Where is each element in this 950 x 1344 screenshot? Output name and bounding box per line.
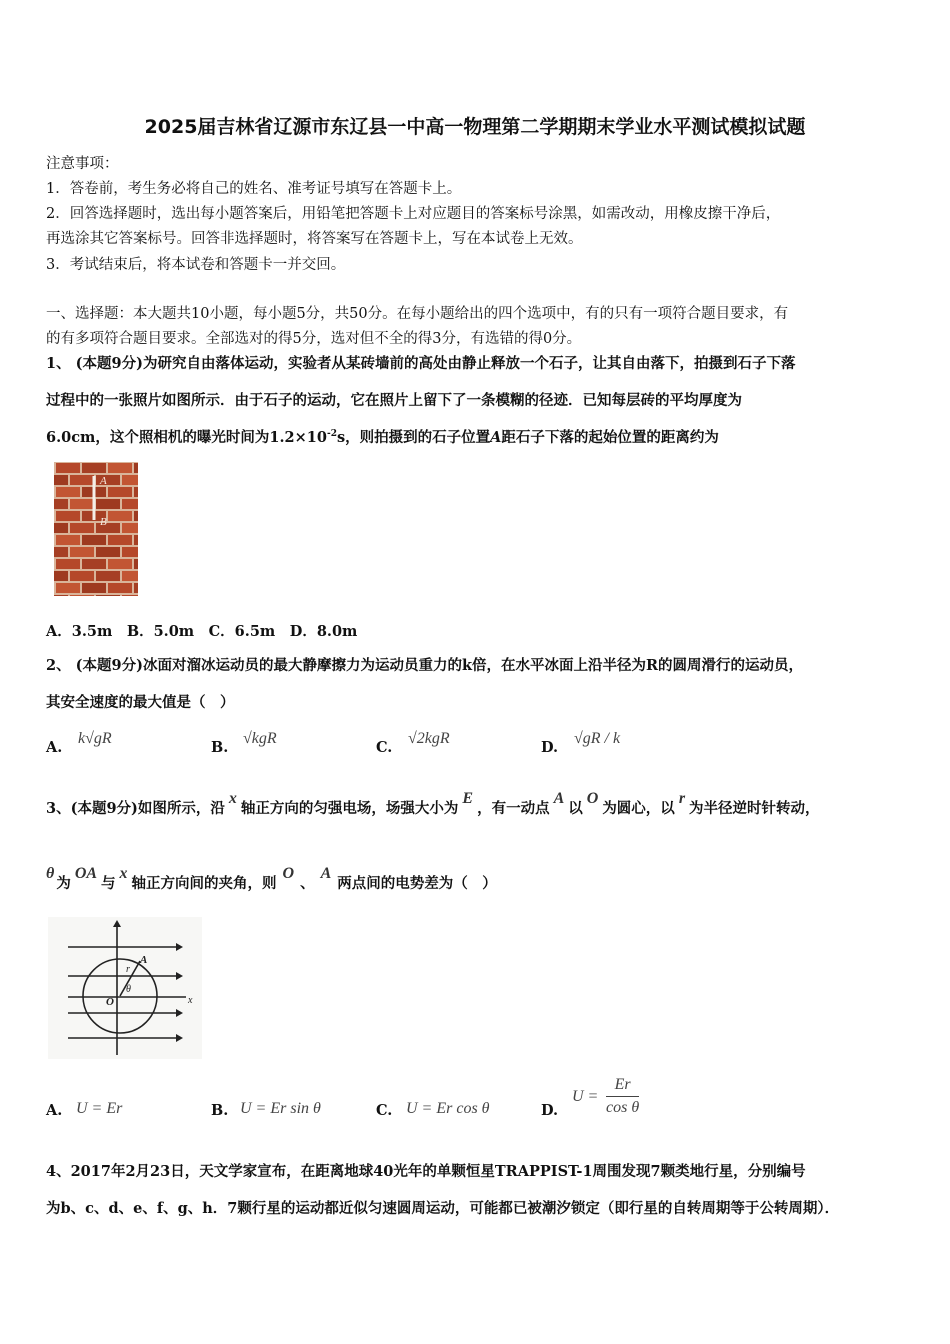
brick [70, 499, 94, 509]
brick [108, 487, 132, 497]
brick [122, 523, 138, 533]
q3-option-a-label: A. [46, 1102, 63, 1119]
stone-position-a-label: A [100, 475, 107, 487]
q2-option-a-label: A. [46, 739, 63, 756]
figure-label-r: r [126, 964, 130, 975]
q3-option-d-fraction: $\frac{Er}{\text{cos θ}}$ [606, 1076, 640, 1116]
brick [82, 463, 106, 473]
notice-heading: 注意事项： [46, 156, 119, 172]
brick [122, 571, 138, 581]
brick [108, 583, 132, 593]
q3-option-a: U = Er [76, 1100, 123, 1117]
brick [134, 535, 138, 545]
q4-line2: 为b、c、d、e、f、g、h．7颗行星的运动都近似匀速圆周运动，可能都已被潮汐锁定（即行星的自转周期等于公转周期）． [46, 1200, 840, 1217]
brick [134, 487, 138, 497]
brick [70, 475, 94, 485]
q3-option-c-label: C. [376, 1102, 393, 1119]
brick [56, 583, 80, 593]
q3-line1: 3、(本题9分)如图所示，沿x轴正方向的匀强电场，场强大小为E，有一动点A以O为圆心，以r为半径逆时针转动， [46, 790, 820, 817]
brick [96, 499, 120, 509]
q2-option-b: √kgR [243, 730, 277, 747]
brick [70, 523, 94, 533]
notice-item-3: 3．考试结束后，将本试卷和答题卡一并交回。 [46, 257, 346, 273]
q1-line3: 6.0cm，这个照相机的曝光时间为$1.2\times 10^{-2}s$，则拍摄到的石子位置A距石子下落的起始位置的距离约为 [46, 429, 719, 446]
brick [70, 595, 94, 596]
stone-position-b-label: B [100, 516, 107, 528]
brick [70, 571, 94, 581]
q3-option-c: U = Er cos θ [406, 1100, 490, 1117]
brick [56, 511, 80, 521]
brick [54, 499, 68, 509]
q3-option-b: U = Er sin θ [240, 1100, 321, 1117]
figure-label-o: O [106, 996, 114, 1008]
brick [54, 475, 68, 485]
brick [56, 463, 80, 473]
q2-option-d-label: D. [541, 739, 559, 756]
q1-line1: 1、 (本题9分)为研究自由落体运动，实验者从某砖墙前的高处由静止释放一个石子，让其自由落下，拍摄到石子下落 [46, 355, 796, 372]
brick [108, 535, 132, 545]
notice-item-2a: 2．回答选择题时，选出每小题答案后，用铅笔把答题卡上对应题目的答案标号涂黑，如需改动，用橡皮擦干净后， [46, 206, 781, 222]
brick [56, 487, 80, 497]
brick [122, 595, 138, 596]
section1-line1: 一、选择题：本大题共10小题，每小题5分，共50分。在每小题给出的四个选项中，有的只有一项符合题目要求，有 [46, 306, 789, 322]
brick [96, 547, 120, 557]
brick [96, 595, 120, 596]
brick [82, 535, 106, 545]
brick [134, 463, 138, 473]
brick [122, 499, 138, 509]
brick [56, 559, 80, 569]
q2-option-c: √2kgR [408, 730, 450, 747]
section1-line2: 的有多项符合题目要求。全部选对的得5分，选对但不全的得3分，有选错的得0分。 [46, 331, 582, 347]
brick [122, 475, 138, 485]
figure-label-theta: θ [126, 984, 131, 995]
q3-option-b-label: B. [211, 1102, 229, 1119]
electric-field-figure [48, 917, 202, 1059]
q2-line1: 2、 (本题9分)冰面对溜冰运动员的最大静摩擦力为运动员重力的k倍，在水平冰面上沿半径为R的圆周滑行的运动员， [46, 657, 804, 674]
q2-line2: 其安全速度的最大值是（ ） [46, 694, 235, 711]
figure-label-x: x [188, 995, 193, 1006]
brick [56, 535, 80, 545]
brick [108, 559, 132, 569]
brick [108, 511, 132, 521]
brick [54, 595, 68, 596]
figure-label-a: A [140, 954, 148, 966]
brick-wall-figure [54, 462, 138, 596]
notice-item-2b: 再选涂其它答案标号。回答非选择题时，将答案写在答题卡上，写在本试卷上无效。 [46, 231, 583, 247]
brick [108, 463, 132, 473]
brick [134, 511, 138, 521]
brick [82, 559, 106, 569]
q3-option-d-label: D. [541, 1102, 559, 1119]
q3-option-d-lhs: U = [572, 1088, 599, 1105]
brick [54, 547, 68, 557]
brick [134, 559, 138, 569]
brick [54, 523, 68, 533]
q2-option-a: k√gR [78, 730, 112, 747]
q2-option-b-label: B. [211, 739, 229, 756]
exam-title: 2025届吉林省辽源市东辽县一中高一物理第二学期期末学业水平测试模拟试题 [144, 116, 806, 138]
brick [82, 583, 106, 593]
brick [96, 571, 120, 581]
brick [122, 547, 138, 557]
q2-option-d: √gR / k [574, 730, 621, 747]
brick [70, 547, 94, 557]
notice-item-1: 1．答卷前，考生务必将自己的姓名、准考证号填写在答题卡上。 [46, 181, 462, 197]
brick [54, 571, 68, 581]
q1-line2: 过程中的一张照片如图所示．由于石子的运动，它在照片上留下了一条模糊的径迹．已知每层砖的平均厚度为 [46, 392, 742, 409]
q1-options: A．3.5m B．5.0m C．6.5m D．8.0m [46, 623, 358, 640]
q4-line1: 4、2017年2月23日，天文学家宣布，在距离地球40光年的单颗恒星TRAPPIST-1周围发现7颗类地行星，分别编号 [46, 1163, 806, 1180]
q2-option-c-label: C. [376, 739, 393, 756]
q3-line2: θ为OA与x轴正方向间的夹角，则O、A两点间的电势差为（ ） [46, 865, 497, 892]
brick [134, 583, 138, 593]
